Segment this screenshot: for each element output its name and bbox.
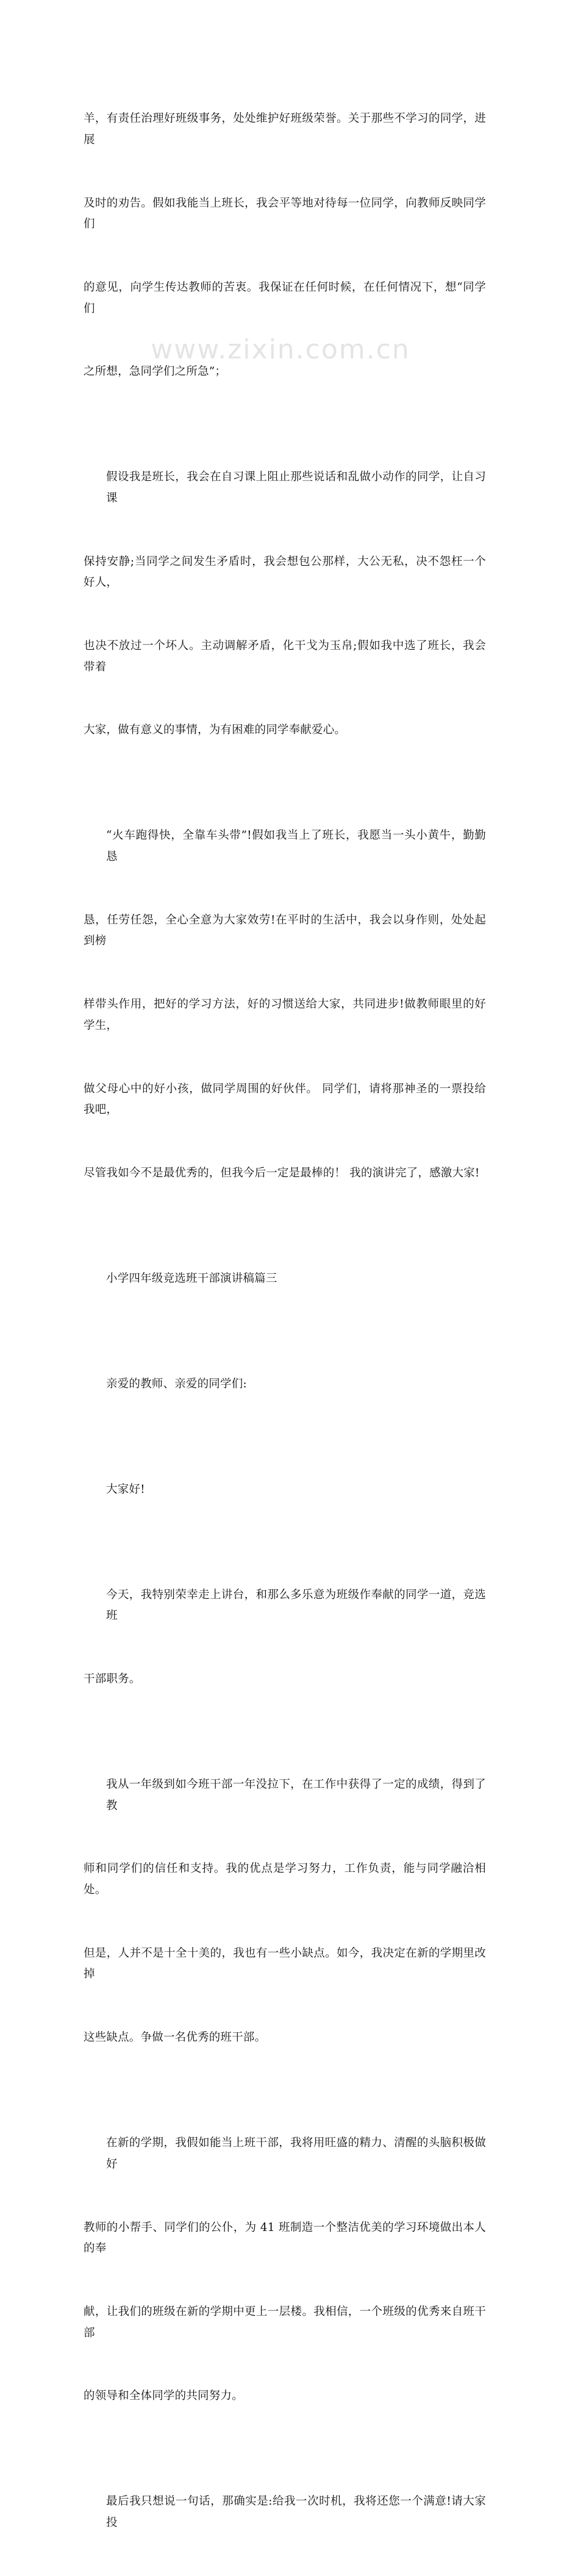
text-line: “火车跑得快，全靠车头带”!假如我当上了班长，我愿当一头小黄牛，勤勤恳 [106,829,486,863]
text-line: 干部职务。 [84,1673,141,1686]
text-line: 最后我只想说一句话，那确实是:给我一次时机，我将还您一个满意!请大家投 [106,2495,486,2529]
text-line: 大家，做有意义的事情，为有困难的同学奉献爱心。 [84,724,346,737]
watermark: www.zixin.com.cn [151,334,410,365]
text-line: 恳，任劳任怨，全心全意为大家效劳!在平时的生活中，我会以身作则，处处起到榜 [84,913,486,948]
text-line: 今天，我特别荣幸走上讲台，和那么多乐意为班级作奉献的同学一道，竞选班 [106,1588,486,1623]
text-line: 及时的劝告。假如我能当上班长，我会平等地对待每一位同学，向教师反映同学们 [84,196,486,231]
paragraph-10 [84,2449,486,2576]
text-line: 之所想，急同学们之所急”； [84,365,227,379]
paragraph-2 [84,425,486,783]
text-line: 保持安静;当同学之间发生矛盾时，我会想包公那样，大公无私，决不怨枉一个好人， [84,555,486,589]
text-line: 小学四年级竞选班干部演讲稿篇三 [106,1272,277,1285]
paragraph-7 [84,1543,486,1732]
paragraph-1 [84,66,486,425]
text-line: 尽管我如今不是最优秀的，但我今后一定是最棒的！ 我的演讲完了，感激大家! [84,1166,480,1179]
text-line: 我从一年级到如今班干部一年没拉下，在工作中获得了一定的成绩，得到了教 [106,1778,486,1812]
document-body [84,66,486,2576]
text-line: 献，让我们的班级在新的学期中更上一层楼。我相信，一个班级的优秀来自班干部 [84,2305,486,2339]
paragraph-3 [84,783,486,1226]
text-line: 教师的小帮手、同学们的公仆，为 41 班制造一个整洁优美的学习环境做出本人的奉 [84,2221,486,2255]
text-line: 也决不放过一个坏人。主动调解矛盾，化干戈为玉帛;假如我中选了班长，我会带着 [84,639,486,674]
greeting [84,1437,486,1543]
text-line: 亲爱的教师、亲爱的同学们: [106,1377,247,1390]
section-heading [84,1226,486,1332]
text-line: 的意见，向学生传达教师的苦衷。我保证在任何时候，在任何情况下，想“同学们 [84,280,486,315]
text-line: 但是，人并不是十全十美的，我也有一些小缺点。如今，我决定在新的学期里改掉 [84,1946,486,1981]
text-line: 羊，有责任治理好班级事务，处处维护好班级荣誉。关于那些不学习的同学，进展 [84,112,486,146]
text-line: 师和同学们的信任和支持。我的优点是学习努力，工作负责，能与同学融洽相处。 [84,1862,486,1897]
text-line: 假设我是班长，我会在自习课上阻止那些说话和乱做小动作的同学，让自习课 [106,471,486,505]
text-line: 样带头作用，把好的学习方法，好的习惯送给大家，共同进步!做教师眼里的好学生， [84,998,486,1032]
text-line: 的领导和全体同学的共同努力。 [84,2389,243,2403]
salutation [84,1332,486,1437]
text-line: 大家好! [106,1482,145,1496]
text-line: 在新的学期，我假如能当上班干部，我将用旺盛的精力、清醒的头脑积极做好 [106,2137,486,2171]
paragraph-8 [84,1732,486,2091]
paragraph-9 [84,2091,486,2449]
text-line: 这些缺点。争做一名优秀的班干部。 [84,2031,266,2044]
text-line: 做父母心中的好小孩，做同学周围的好伙伴。 同学们，请将那神圣的一票投给我吧， [84,1082,486,1117]
